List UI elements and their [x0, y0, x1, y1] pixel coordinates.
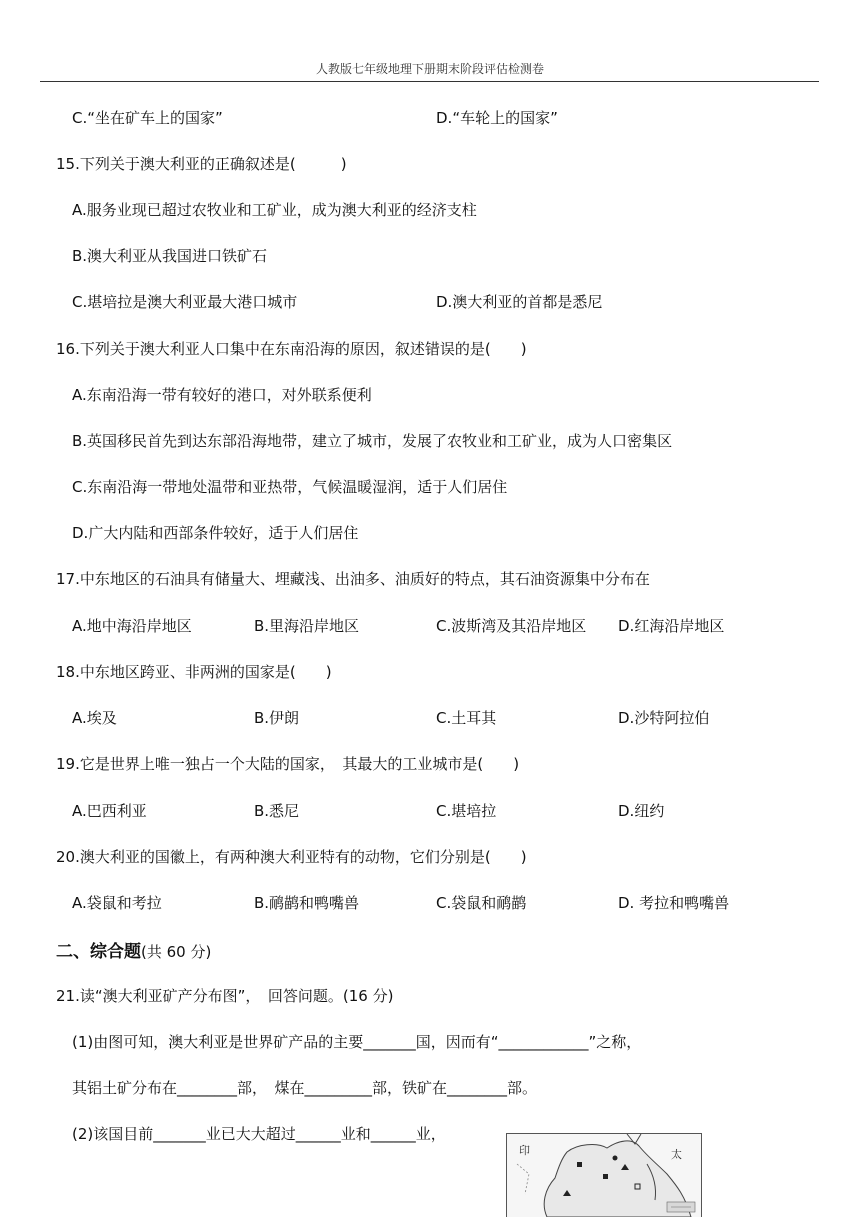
section-title: 二、综合题 [56, 942, 141, 962]
map-label-left: 印 [519, 1144, 530, 1157]
section-heading [56, 937, 211, 962]
q21-part1-line1: (1)由图可知，澳大利亚是世界矿产品的主要_______国，因而有“____________”之称， [72, 1033, 642, 1051]
q19-option-d: D.纽约 [618, 802, 665, 820]
q19-stem: 19.它是世界上唯一独占一个大陆的国家， 其最大的工业城市是( ) [56, 755, 520, 773]
q17-stem: 17.中东地区的石油具有储量大、埋藏浅、出油多、油质好的特点，其石油资源集中分布在 [56, 570, 650, 588]
q19-option-a: A.巴西利亚 [72, 802, 147, 820]
page-header: 人教版七年级地理下册期末阶段评估检测卷 [315, 62, 544, 76]
q15-option-c: C.堪培拉是澳大利亚最大港口城市 [72, 293, 298, 311]
header-divider [40, 81, 819, 82]
q20-option-a: A.袋鼠和考拉 [72, 894, 162, 912]
q18-option-d: D.沙特阿拉伯 [618, 709, 710, 727]
q21-part1-line2: 其铝土矿分布在________部， 煤在_________部，铁矿在________部。 [72, 1079, 538, 1097]
q16-stem: 16.下列关于澳大利亚人口集中在东南沿海的原因，叙述错误的是( ) [56, 340, 527, 358]
q17-option-a: A.地中海沿岸地区 [72, 617, 192, 635]
q20-option-c: C.袋鼠和鸸鹋 [436, 894, 527, 912]
q18-option-a: A.埃及 [72, 709, 117, 727]
map-label-right: 太 [671, 1148, 682, 1161]
q14-option-c: C.“坐在矿车上的国家” [72, 109, 223, 127]
q16-option-c: C.东南沿海一带地处温带和亚热带，气候温暖湿润，适于人们居住 [72, 478, 508, 496]
q15-stem: 15.下列关于澳大利亚的正确叙述是( ) [56, 155, 347, 173]
q18-stem: 18.中东地区跨亚、非两洲的国家是( ) [56, 663, 332, 681]
section-score: (共 60 分) [141, 943, 212, 961]
q21-part2-line1: (2)该国目前_______业已大大超过______业和______业， [72, 1125, 446, 1143]
q17-option-b: B.里海沿岸地区 [254, 617, 360, 635]
q18-option-b: B.伊朗 [254, 709, 300, 727]
q15-option-b: B.澳大利亚从我国进口铁矿石 [72, 247, 268, 265]
q20-option-d: D. 考拉和鸭嘴兽 [618, 894, 730, 912]
q15-option-d: D.澳大利亚的首都是悉尼 [436, 293, 603, 311]
australia-mineral-map [506, 1133, 702, 1217]
q14-option-d: D.“车轮上的国家” [436, 109, 558, 127]
q16-option-a: A.东南沿海一带有较好的港口，对外联系便利 [72, 386, 372, 404]
q19-option-b: B.悉尼 [254, 802, 300, 820]
q17-option-c: C.波斯湾及其沿岸地区 [436, 617, 587, 635]
q20-stem: 20.澳大利亚的国徽上，有两种澳大利亚特有的动物，它们分别是( ) [56, 848, 527, 866]
q15-option-a: A.服务业现已超过农牧业和工矿业，成为澳大利亚的经济支柱 [72, 201, 477, 219]
q20-option-b: B.鸸鹋和鸭嘴兽 [254, 894, 360, 912]
q16-option-d: D.广大内陆和西部条件较好，适于人们居住 [72, 524, 359, 542]
q18-option-c: C.土耳其 [436, 709, 497, 727]
q21-stem: 21.读“澳大利亚矿产分布图”， 回答问题。(16 分) [56, 987, 394, 1005]
q17-option-d: D.红海沿岸地区 [618, 617, 725, 635]
q19-option-c: C.堪培拉 [436, 802, 497, 820]
q16-option-b: B.英国移民首先到达东部沿海地带，建立了城市，发展了农牧业和工矿业，成为人口密集区 [72, 432, 673, 450]
